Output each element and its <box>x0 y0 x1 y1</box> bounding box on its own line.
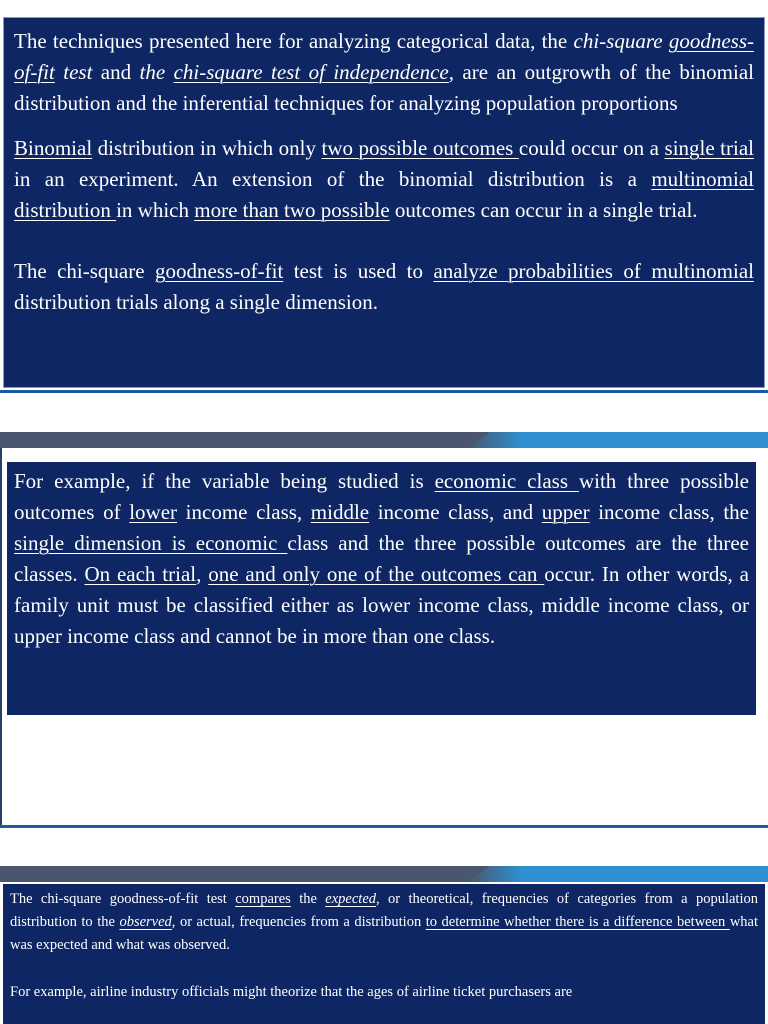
term-more-than-two-possible: more than two possible <box>194 198 390 222</box>
term-test: test <box>54 60 93 84</box>
text-run: occur. In other words, a family unit must be classified either as lower income class, middle income class, or upper income class and cannot be in more than one class. <box>14 562 749 648</box>
term-upper: upper <box>541 500 590 524</box>
slide-1 <box>0 0 768 393</box>
text-run: in which <box>116 198 195 222</box>
header-accent-stripe <box>468 432 768 448</box>
text-run: the <box>290 891 326 907</box>
text-run: are an outgrowth of the binomial distribution and the inferential techniques for analyzing population proportions <box>14 60 754 115</box>
slide-3-paragraph-1 <box>10 888 758 957</box>
text-run: The chi-square goodness-of-fit test <box>10 891 236 907</box>
text-run: The techniques presented here for analyzing categorical data, the <box>14 29 574 53</box>
text-run: , <box>448 60 455 84</box>
text-run: outcomes can occur in a single trial. <box>389 198 698 222</box>
text-run: income class, and <box>369 500 542 524</box>
slide-2 <box>0 432 768 828</box>
slide-2-text-box <box>7 462 756 715</box>
slide-3-text-box <box>3 884 765 1024</box>
slide-3-paragraph-2 <box>10 981 758 1004</box>
text-run: For example, airline industry officials might theorize that the ages of airline ticket purchasers are <box>10 984 573 1000</box>
term-economic-class: economic class <box>434 469 579 493</box>
term-single-trial: single trial <box>664 136 754 160</box>
term-on-each-trial: On each trial <box>84 562 197 586</box>
term-middle: middle <box>310 500 370 524</box>
term-binomial: Binomial <box>14 136 93 160</box>
text-run: , <box>196 562 209 586</box>
text-run: income class, the <box>589 500 749 524</box>
term-single-dimension: single dimension is economic <box>14 531 288 555</box>
term-chi-square: chi-square <box>573 29 669 53</box>
slide-3 <box>0 866 768 1024</box>
text-run: distribution trials along a single dimension. <box>14 290 378 314</box>
slide-2-left-border <box>0 448 2 825</box>
term-multinomial-distribution: multinomial distribution <box>14 167 754 222</box>
slide-3-header-bar <box>0 866 768 882</box>
text-run: income class, <box>177 500 311 524</box>
text-run: class and the three possible outcomes are the three classes. <box>14 531 750 586</box>
text-run: what was expected and what was observed. <box>10 914 758 953</box>
slide-2-divider <box>0 825 768 828</box>
slide-1-text-box <box>3 17 765 388</box>
text-run: , or actual, frequencies from a distribution <box>171 914 426 930</box>
text-run: the <box>139 60 174 84</box>
term-goodness-of-fit: goodness-of-fit <box>154 259 284 283</box>
text-run: and <box>92 60 140 84</box>
term-lower: lower <box>129 500 178 524</box>
slide-1-paragraph-3 <box>14 256 754 318</box>
term-compares: compares <box>235 891 291 907</box>
text-run: in an experiment. An extension of the binomial distribution is a <box>14 167 652 191</box>
slide-2-header-bar <box>0 432 768 448</box>
text-run: The chi-square <box>14 259 155 283</box>
term-expected: expected <box>325 891 377 907</box>
slide-1-divider <box>0 390 768 393</box>
term-goodness-of-fit: goodness-of-fit <box>14 29 754 84</box>
term-chi-square-test-of-independence: chi-square test of independence <box>173 60 449 84</box>
term-determine-difference: to determine whether there is a difference between <box>425 914 730 930</box>
text-run: could occur on a <box>518 136 665 160</box>
text-run: test is used to <box>283 259 434 283</box>
term-observed: observed <box>119 914 172 930</box>
slide-2-paragraph-1 <box>14 466 749 652</box>
text-run: with three possible outcomes of <box>14 469 749 524</box>
text-run: For example, if the variable being studied is <box>14 469 435 493</box>
term-one-and-only-one: one and only one of the outcomes can <box>208 562 545 586</box>
term-analyze-probabilities: analyze probabilities of multinomial <box>433 259 754 283</box>
text-run: distribution in which only <box>92 136 322 160</box>
slide-1-paragraph-2 <box>14 133 754 226</box>
text-run: , or theoretical, frequencies of categories from a population distribution to the <box>10 891 758 930</box>
term-two-possible-outcomes: two possible outcomes <box>321 136 519 160</box>
slide-1-paragraph-1 <box>14 26 754 119</box>
header-accent-stripe <box>468 866 768 882</box>
